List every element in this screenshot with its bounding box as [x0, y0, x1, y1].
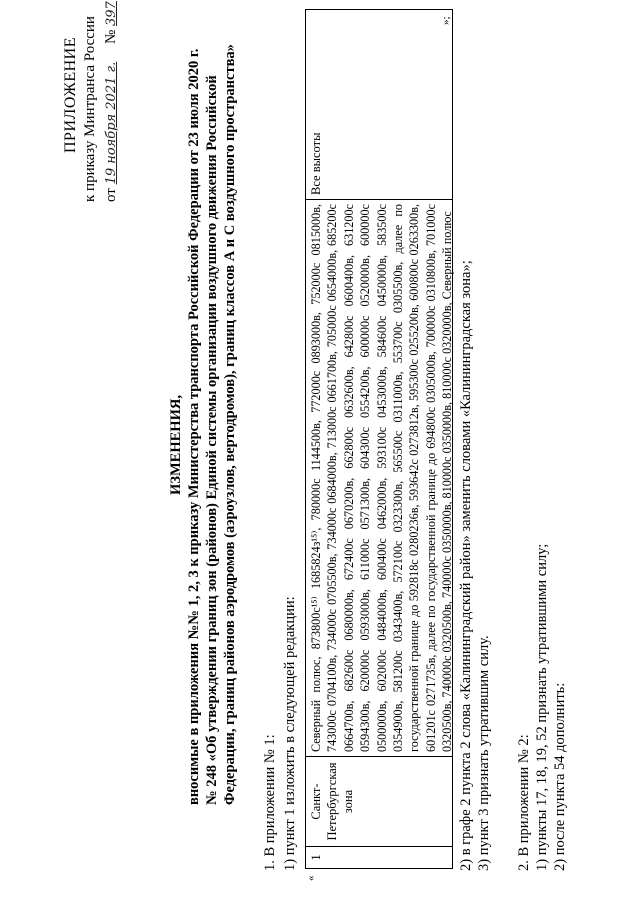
- order-date: 19 ноября 2021 г.: [104, 61, 119, 185]
- title-line-2: вносимые в приложения №№ 1, 2, 3 к приказу Министерства транспорта Российской Федерации от 23 июля 2020 г.: [186, 48, 202, 805]
- open-quote: «: [305, 875, 317, 881]
- order-reference: к приказу Минтранса России: [82, 16, 98, 202]
- order-date-line: [103, 1, 120, 202]
- table-cell-number: [306, 846, 452, 868]
- altitude-value: Все высоты: [309, 132, 323, 195]
- zones-table: [305, 9, 453, 869]
- appendix1-item1: 1) пункт 1 изложить в следующей редакции:: [282, 596, 298, 871]
- table-cell-coordinates: [306, 199, 455, 756]
- title-line-4: Федерации, границ районов аэродромов (аэроузлов, вертодромов), границ классов А и С воздушного пространства»: [222, 44, 238, 805]
- zone-coordinates: Северный полюс, 873800с¹⁵⁾ 1685824з¹⁵⁾, 780000с 1144500в, 772000с 0893000в, 752000с 0815000в, 743000с 0704100в, 734000с 0705500в, 734000с 0684000в, 713000с 0661700в, 705000с 0654000в, 685200с 0664700в, 682600с 0680000в, 672400с 0670200в, 662800с 0632600в, 642800с 0600400в, 631200с 0594300в, 620000с 0593000в, 611000с 0571300в, 604300с 0554200в, 600000с 0520000в, 600000с 0500000в, 602000с 0484000в, 600400с 0462000в, 593100с 0453000в, 584600с 0450000в, 583500с 0354900в, 581200с 0343400в, 572100с 0323300в, 565500с 0311000в, 553700с 0305500в, далее по государственной границе до 592818с 0280236в, 593642с 0273812в, 595300с 0255200в, 600800с 0263300в, 601201с 0271735в, далее по государственной границе до 694800с 0305000в, 700000с 0310800в, 701000с 0320500в, 740000с 0320500в, 740000с 0350000в, 810000с 0350000в, 810000с 0320000в, Северный полюс: [309, 204, 455, 752]
- appendix-heading: ПРИЛОЖЕНИЕ: [62, 36, 79, 153]
- title-line-3: № 248 «Об утверждении границ зон (районов) Единой системы организации воздушного движения Российской: [204, 75, 220, 805]
- appendix2-heading: 2. В приложении № 2:: [516, 734, 532, 871]
- number-prefix: №: [103, 29, 119, 45]
- row-number: 1: [309, 854, 323, 861]
- appendix1-item3: 3) пункт 3 признать утратившим силу.: [476, 635, 492, 871]
- appendix1-heading: 1. В приложении № 1:: [262, 734, 278, 871]
- appendix2-item1: 1) пункты 17, 18, 19, 52 признать утратившими силу;: [534, 543, 550, 871]
- table-cell-zone: [306, 756, 452, 846]
- close-quote: »;: [440, 16, 452, 25]
- appendix1-item2: 2) в графе 2 пункта 2 слова «Калининградский район» заменить словами «Калининградская зона»;: [458, 260, 474, 871]
- appendix2-item2: 2) после пункта 54 дополнить:: [552, 682, 568, 871]
- changes-title: ИЗМЕНЕНИЯ,: [168, 395, 184, 495]
- date-prefix: от: [103, 188, 119, 202]
- table-cell-altitude: [306, 10, 452, 199]
- order-number: 397: [104, 1, 119, 26]
- zone-name: Санкт-Петербургская зона: [309, 762, 355, 841]
